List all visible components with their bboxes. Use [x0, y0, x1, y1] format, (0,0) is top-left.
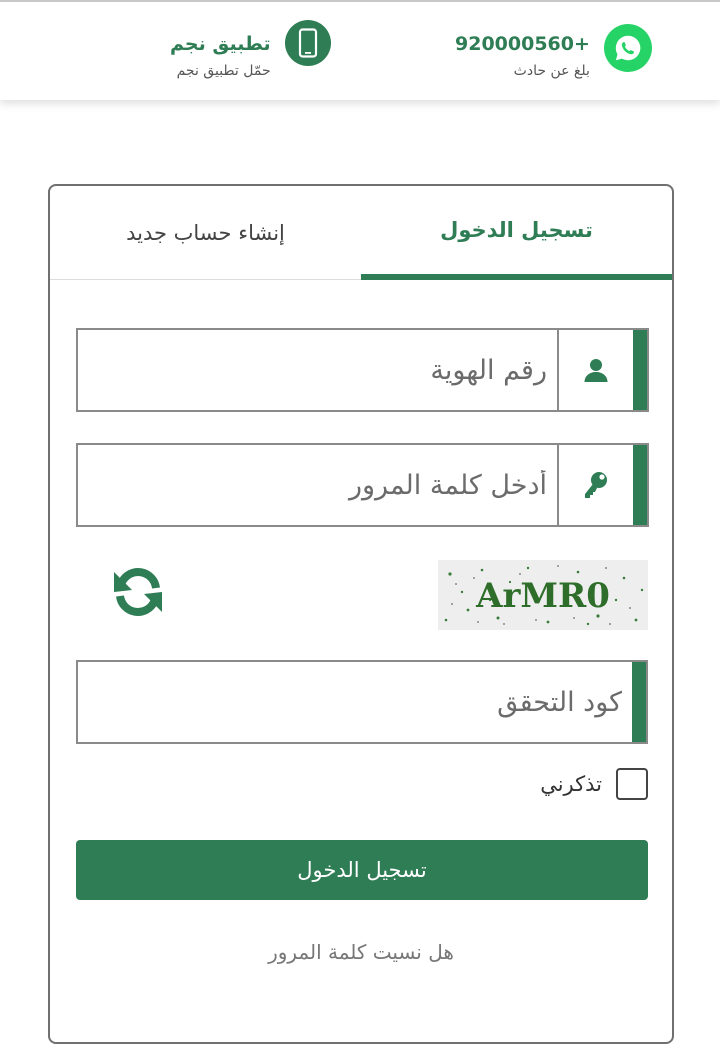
- top-bar: [0, 0, 720, 100]
- whatsapp-caption: بلغ عن حادث: [513, 63, 590, 79]
- password-field: [76, 443, 649, 527]
- tab-bar: [50, 186, 672, 280]
- id-input[interactable]: [78, 330, 557, 410]
- forgot-password-link[interactable]: هل نسيت كلمة المرور: [268, 940, 454, 964]
- tab-register[interactable]: إنشاء حساب جديد: [126, 221, 285, 245]
- whatsapp-number: 920000560+: [455, 33, 590, 55]
- whatsapp-icon[interactable]: [604, 24, 652, 72]
- remember-me[interactable]: [540, 768, 648, 800]
- app-caption: حمّل تطبيق نجم: [176, 63, 271, 79]
- remember-me-checkbox[interactable]: [616, 768, 648, 800]
- captcha-image: [438, 560, 648, 630]
- password-input[interactable]: [78, 445, 557, 525]
- app-title: تطبيق نجم: [170, 33, 271, 55]
- remember-me-label: تذكرني: [540, 772, 602, 796]
- login-button[interactable]: تسجيل الدخول: [76, 840, 648, 900]
- key-icon: [557, 445, 633, 525]
- tab-login[interactable]: تسجيل الدخول: [361, 186, 672, 280]
- field-accent: [633, 330, 647, 410]
- captcha-text: ArMR0: [476, 576, 610, 616]
- whatsapp-contact[interactable]: [455, 20, 652, 79]
- phone-icon[interactable]: [285, 20, 331, 66]
- id-field: [76, 328, 649, 412]
- verification-code-input[interactable]: [78, 662, 632, 742]
- field-accent: [632, 662, 646, 742]
- user-icon: [557, 330, 633, 410]
- field-accent: [633, 445, 647, 525]
- login-card: [48, 184, 674, 1044]
- app-download[interactable]: [170, 20, 331, 79]
- refresh-icon[interactable]: [110, 564, 166, 620]
- verification-code-field: [76, 660, 648, 744]
